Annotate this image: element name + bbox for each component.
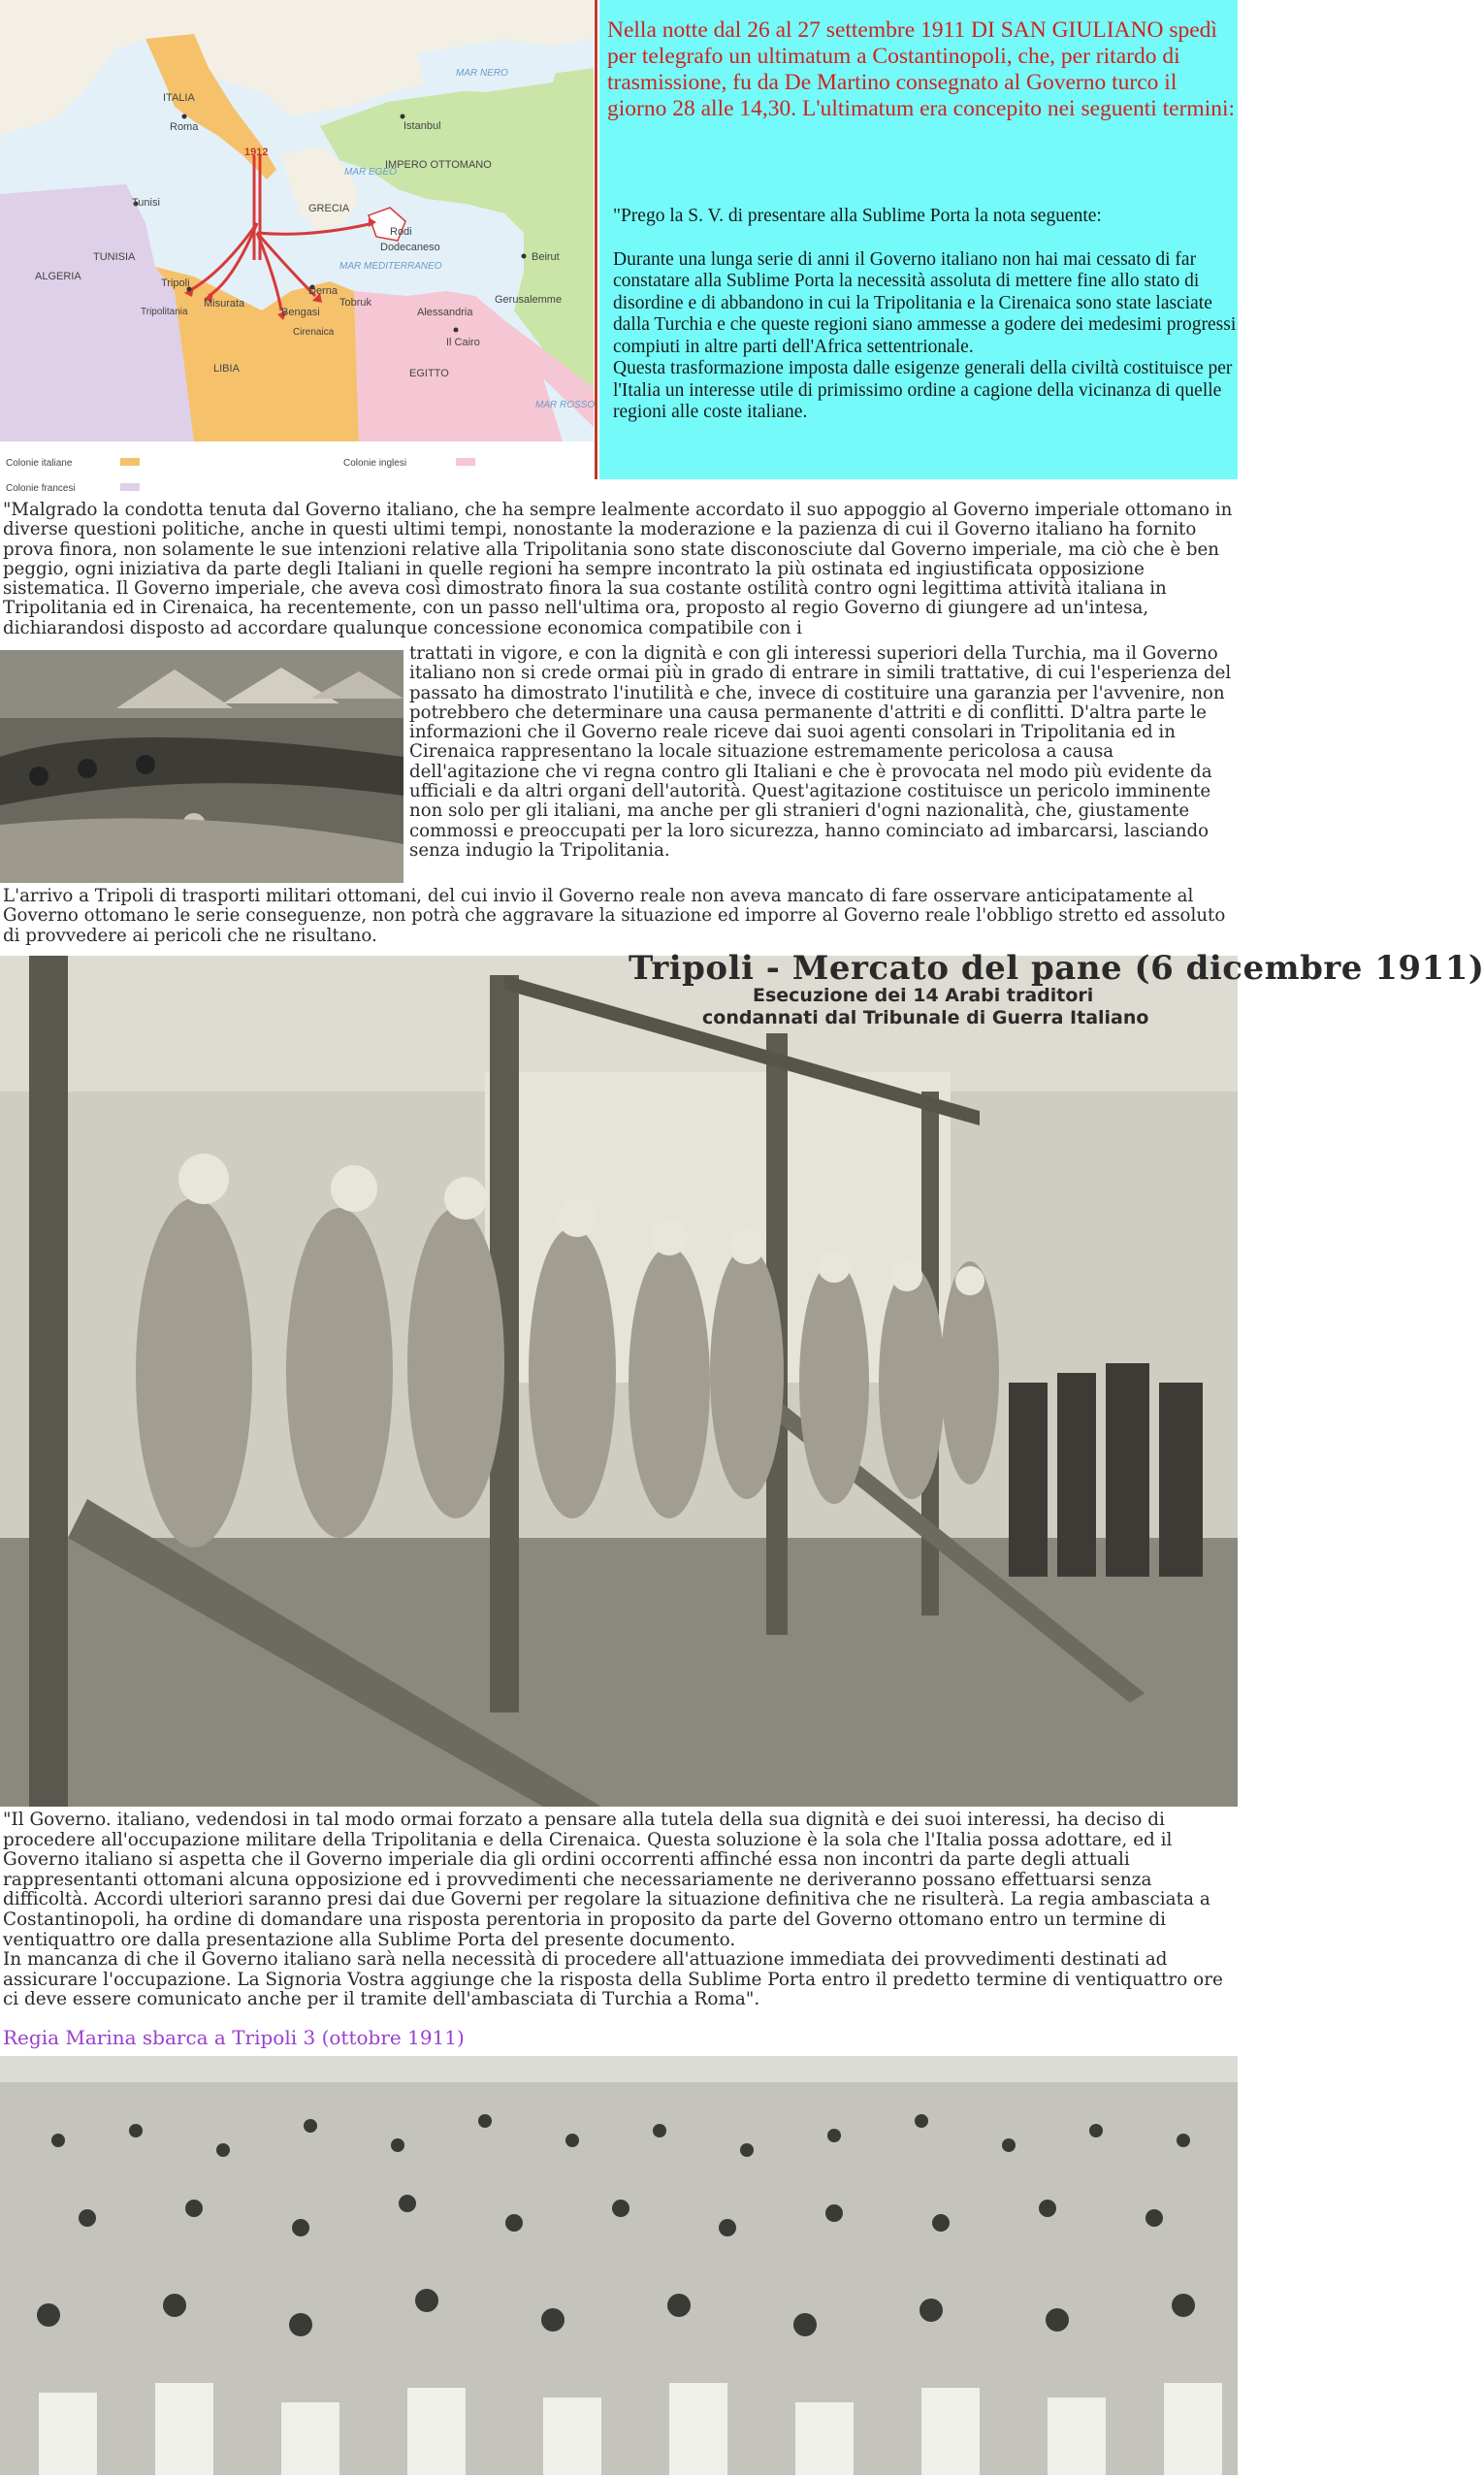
divider-line bbox=[595, 0, 597, 479]
legend-italian-label: Colonie italiane bbox=[6, 458, 73, 469]
historical-map bbox=[0, 0, 596, 494]
execution-caption-line2: condannati dal Tribunale di Guerra Italiano bbox=[702, 1007, 1149, 1028]
map-label-year: 1912 bbox=[244, 147, 269, 158]
legend-english-swatch bbox=[456, 458, 475, 466]
ultimatum-box bbox=[599, 0, 1238, 479]
map-label-roma: Roma bbox=[170, 121, 199, 133]
map-label-istanbul: Istanbul bbox=[403, 120, 441, 132]
ultimatum-text-part1: "Malgrado la condotta tenuta dal Governo italiano, che ha sempre lealmente accordato il suo appoggio al Governo imperiale ottomano in diverse questioni politiche, anche in questi ultimi tempi, nonostante la moderazione e la pazienza di cui il Governo italiano ha fornito prova finora, non solamente le sue intenzioni relative alla Tripolitania sono state disconosciute dal Governo imperiale, ma ciò che è ben peggio, ogni iniziativa da parte degli Italiani in quelle regioni ha sempre incontrato la più ostinata ed ingiustificata opposizione sistematica. Il Governo imperiale, che aveva così dimostrato finora la sua costante ostilità contro ogni legittima attività italiana in Tripolitania ed in Cirenaica, ha recentemente, con un passo nell'ultima ora, proposto al regio Governo di giungere ad un'intesa, dichiarandosi disposto ad accordare qualunque concessione economica compatibile con i bbox=[3, 500, 1233, 638]
map-label-misurata: Misurata bbox=[204, 298, 245, 310]
map-label-mar-mediterraneo: MAR MEDITERRANEO bbox=[339, 261, 442, 272]
ultimatum-note bbox=[613, 206, 1238, 424]
map-label-gerusalemme: Gerusalemme bbox=[495, 294, 563, 306]
map-label-il-cairo: Il Cairo bbox=[446, 337, 480, 348]
trench-photo-graphic bbox=[0, 650, 403, 883]
map-label-italia: ITALIA bbox=[163, 92, 195, 104]
ultimatum-intro: Nella notte dal 26 al 27 settembre 1911 DI SAN GIULIANO spedì per telegrafo un ultimatum a Costantinopoli, che, per ritardo di trasmissione, fu da De Martino consegnato al Governo turco il giorno 28 alle 14,30. L'ultimatum era concepito nei seguenti termini: bbox=[607, 17, 1236, 121]
map-label-libia: LIBIA bbox=[213, 363, 240, 375]
map-label-rodi: Rodi bbox=[390, 226, 412, 238]
execution-caption-title: Tripoli - Mercato del pane (6 dicembre 1911) bbox=[629, 949, 1484, 988]
map-label-impero-ottomano: IMPERO OTTOMANO bbox=[385, 159, 492, 171]
ultimatum-text-occupation: "Il Governo. italiano, vedendosi in tal modo ormai forzato a pensare alla tutela della sua dignità e dei suoi interessi, ha deciso di procedere all'occupazione militare della Tripolitania e della Cirenaica. Questa soluzione è la sola che l'Italia possa adottare, ed il Governo italiano si aspetta che il Governo imperiale dia gli ordini occorrenti affinché essa non incontri da parte degli attuali rappresentanti ottomani alcuna opposizione ed i provvedimenti che necessariamente ne deriveranno possano effettuarsi senza difficoltà. Accordi ulteriori saranno presi dai due Governi per regolare la situazione definitiva che ne risulterà. La regia ambasciata a Costantinopoli, ha ordine di domandare una risposta perentoria in proposito da parte del Governo ottomano entro un termine di ventiquattro ore dalla presentazione alla Sublime Porta del presente documento. bbox=[3, 1810, 1210, 1950]
map-label-mar-rosso: MAR ROSSO bbox=[535, 400, 596, 410]
map-label-egitto: EGITTO bbox=[409, 368, 449, 379]
map-graphic bbox=[0, 0, 596, 494]
legend-italian-swatch bbox=[120, 458, 140, 466]
map-label-tunisi: Tunisi bbox=[132, 197, 160, 209]
map-label-mar-nero: MAR NERO bbox=[456, 68, 508, 79]
ultimatum-note-paragraph: Questa trasformazione imposta dalle esigenze generali della civiltà costituisce per l'Italia un interesse utile di primissimo ordine a cagione della vicinanza di quelle regioni alle coste italiane. bbox=[613, 358, 1233, 422]
map-label-tunisia: TUNISIA bbox=[93, 251, 136, 263]
landing-photo-graphic bbox=[0, 2024, 1238, 2475]
map-label-bengasi: Bengasi bbox=[281, 307, 320, 318]
legend-french-swatch bbox=[120, 483, 140, 491]
execution-photo-graphic bbox=[0, 956, 1238, 1807]
ultimatum-text-part2 bbox=[3, 1810, 1235, 2010]
navy-landing-photo bbox=[0, 2024, 1238, 2475]
execution-caption-line1: Esecuzione dei 14 Arabi traditori bbox=[753, 985, 1094, 1006]
ultimatum-text-deadline: In mancanza di che il Governo italiano sarà nella necessità di procedere all'attuazione immediata dei provvedimenti destinati ad assicurare l'occupazione. La Signoria Vostra aggiunge che la risposta della Sublime Porta entro il predetto termine di ventiquattro ore ci deve essere comunicato anche per il tramite dell'ambasciata di Turchia a Roma". bbox=[3, 1949, 1223, 2010]
map-label-derna: Derna bbox=[308, 285, 338, 297]
map-label-tripoli: Tripoli bbox=[161, 277, 190, 289]
legend-french-label: Colonie francesi bbox=[6, 483, 76, 494]
map-label-beirut: Beirut bbox=[532, 251, 560, 263]
ultimatum-text-part1-continued: trattati in vigore, e con la dignità e con gli interessi superiori della Turchia, ma il Governo italiano non si crede ormai più in grado di entrare in simili trattative, di cui l'esperienza del passato ha dimostrato l'inutilità e che, invece di costituire una garanzia per l'avvenire, non potrebbero che determinare una causa permanente d'attriti e di conflitti. D'altra parte le informazioni che il Governo reale riceve dai suoi agenti consolari in Tripolitania ed in Cirenaica rappresentano la locale situazione estremamente pericolosa a causa dell'agitazione che vi regna contro gli Italiani e che è provocata nel modo più evidente da ufficiali e da altri organi dell'autorità. Quest'agitazione costituisce un pericolo imminente non solo per gli italiani, ma anche per gli stranieri d'ogni nazionalità, che, giustamente commossi e preoccupati per la loro sicurezza, hanno cominciato ad imbarcarsi, lasciando senza indugio la Tripolitania. bbox=[409, 643, 1232, 861]
ultimatum-text-tripoli-arrival: L'arrivo a Tripoli di trasporti militari ottomani, del cui invio il Governo reale non aveva mancato di fare osservare anticipatamente al Governo ottomano le serie conseguenze, non potrà che aggravare la situazione ed imporre al Governo reale l'obbligo stretto ed assoluto di provvedere ai pericoli che ne risultano. bbox=[3, 886, 1226, 946]
trench-soldiers-photo bbox=[0, 650, 403, 883]
map-label-mar-egeo: MAR EGEO bbox=[344, 167, 397, 178]
map-label-tripolitania: Tripolitania bbox=[141, 307, 188, 317]
map-label-cirenaica: Cirenaica bbox=[293, 327, 335, 338]
legend-english-label: Colonie inglesi bbox=[343, 458, 407, 469]
execution-photo bbox=[0, 956, 1238, 1807]
map-label-algeria: ALGERIA bbox=[35, 271, 81, 282]
map-label-grecia: GRECIA bbox=[308, 203, 350, 214]
map-label-dodecaneso: Dodecaneso bbox=[380, 242, 440, 253]
map-label-tobruk: Tobruk bbox=[339, 297, 372, 309]
ultimatum-note-paragraph: Durante una lunga serie di anni il Governo italiano non hai mai cessato di far constatare alla Sublime Porta la necessità assoluta di mettere fine allo stato di disordine e di abbandono in cui la Tripolitania e la Cirenaica sono state lasciate dalla Turchia e che queste regioni siano ammesse a godere dei medesimi progressi compiuti in altre parti dell'Africa settentrionale. bbox=[613, 248, 1237, 357]
ultimatum-note-opening: "Prego la S. V. di presentare alla Sublime Porta la nota seguente: bbox=[613, 206, 1102, 226]
map-label-alessandria: Alessandria bbox=[417, 307, 473, 318]
landing-caption: Regia Marina sbarca a Tripoli 3 (ottobre 1911) bbox=[3, 2026, 465, 2049]
